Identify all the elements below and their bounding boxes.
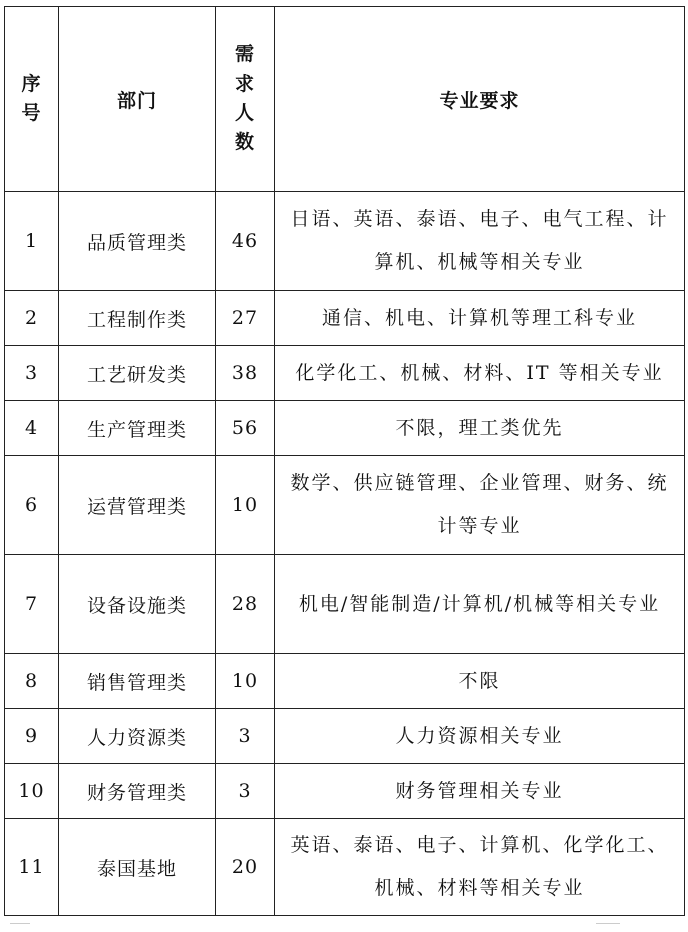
header-count-char: 需 bbox=[234, 43, 255, 66]
cell-seq: 7 bbox=[5, 555, 59, 654]
recruitment-table-container bbox=[4, 6, 684, 916]
cell-seq: 4 bbox=[5, 401, 59, 456]
cell-requirement: 英语、泰语、电子、计算机、化学化工、机械、材料等相关专业 bbox=[275, 819, 685, 916]
table-row bbox=[5, 654, 685, 709]
table-row bbox=[5, 819, 685, 916]
table-row bbox=[5, 709, 685, 764]
cell-dept: 财务管理类 bbox=[59, 764, 216, 819]
cell-dept: 销售管理类 bbox=[59, 654, 216, 709]
table-row bbox=[5, 401, 685, 456]
cell-requirement: 通信、机电、计算机等理工科专业 bbox=[275, 291, 685, 346]
cell-seq: 2 bbox=[5, 291, 59, 346]
cell-count: 10 bbox=[216, 456, 275, 555]
cell-dept: 工艺研发类 bbox=[59, 346, 216, 401]
cell-count: 28 bbox=[216, 555, 275, 654]
cell-seq: 3 bbox=[5, 346, 59, 401]
cell-requirement: 不限，理工类优先 bbox=[275, 401, 685, 456]
header-seq-char: 号 bbox=[21, 102, 42, 124]
cell-dept: 泰国基地 bbox=[59, 819, 216, 916]
cell-count: 38 bbox=[216, 346, 275, 401]
cell-seq: 9 bbox=[5, 709, 59, 764]
cell-requirement: 日语、英语、泰语、电子、电气工程、计算机、机械等相关专业 bbox=[275, 192, 685, 291]
table-row bbox=[5, 555, 685, 654]
cell-seq: 10 bbox=[5, 764, 59, 819]
header-dept: 部门 bbox=[59, 7, 216, 192]
header-row bbox=[5, 7, 685, 192]
table-row bbox=[5, 291, 685, 346]
cell-requirement: 人力资源相关专业 bbox=[275, 709, 685, 764]
header-count-char: 人 bbox=[234, 102, 255, 124]
cell-count: 27 bbox=[216, 291, 275, 346]
cell-seq: 6 bbox=[5, 456, 59, 555]
table-row bbox=[5, 192, 685, 291]
cell-count: 20 bbox=[216, 819, 275, 916]
cell-dept: 生产管理类 bbox=[59, 401, 216, 456]
cell-requirement: 化学化工、机械、材料、IT 等相关专业 bbox=[275, 346, 685, 401]
cell-seq: 11 bbox=[5, 819, 59, 916]
cell-count: 56 bbox=[216, 401, 275, 456]
header-requirement: 专业要求 bbox=[275, 7, 685, 192]
recruitment-table bbox=[4, 6, 685, 916]
table-row bbox=[5, 456, 685, 555]
cell-dept: 设备设施类 bbox=[59, 555, 216, 654]
cell-requirement: 不限 bbox=[275, 654, 685, 709]
header-count-char: 求 bbox=[234, 72, 255, 95]
cell-dept: 人力资源类 bbox=[59, 709, 216, 764]
cell-requirement: 财务管理相关专业 bbox=[275, 764, 685, 819]
cell-count: 3 bbox=[216, 764, 275, 819]
cell-requirement: 数学、供应链管理、企业管理、财务、统计等专业 bbox=[275, 456, 685, 555]
cell-count: 46 bbox=[216, 192, 275, 291]
header-seq bbox=[5, 7, 59, 192]
cell-seq: 1 bbox=[5, 192, 59, 291]
header-count bbox=[216, 7, 275, 192]
cell-dept: 品质管理类 bbox=[59, 192, 216, 291]
header-count-char: 数 bbox=[234, 131, 255, 154]
cell-count: 3 bbox=[216, 709, 275, 764]
table-row bbox=[5, 764, 685, 819]
table-row bbox=[5, 346, 685, 401]
cell-seq: 8 bbox=[5, 654, 59, 709]
cell-dept: 运营管理类 bbox=[59, 456, 216, 555]
cell-count: 10 bbox=[216, 654, 275, 709]
cell-requirement: 机电/智能制造/计算机/机械等相关专业 bbox=[275, 555, 685, 654]
header-seq-char: 序 bbox=[21, 72, 42, 95]
cell-dept: 工程制作类 bbox=[59, 291, 216, 346]
